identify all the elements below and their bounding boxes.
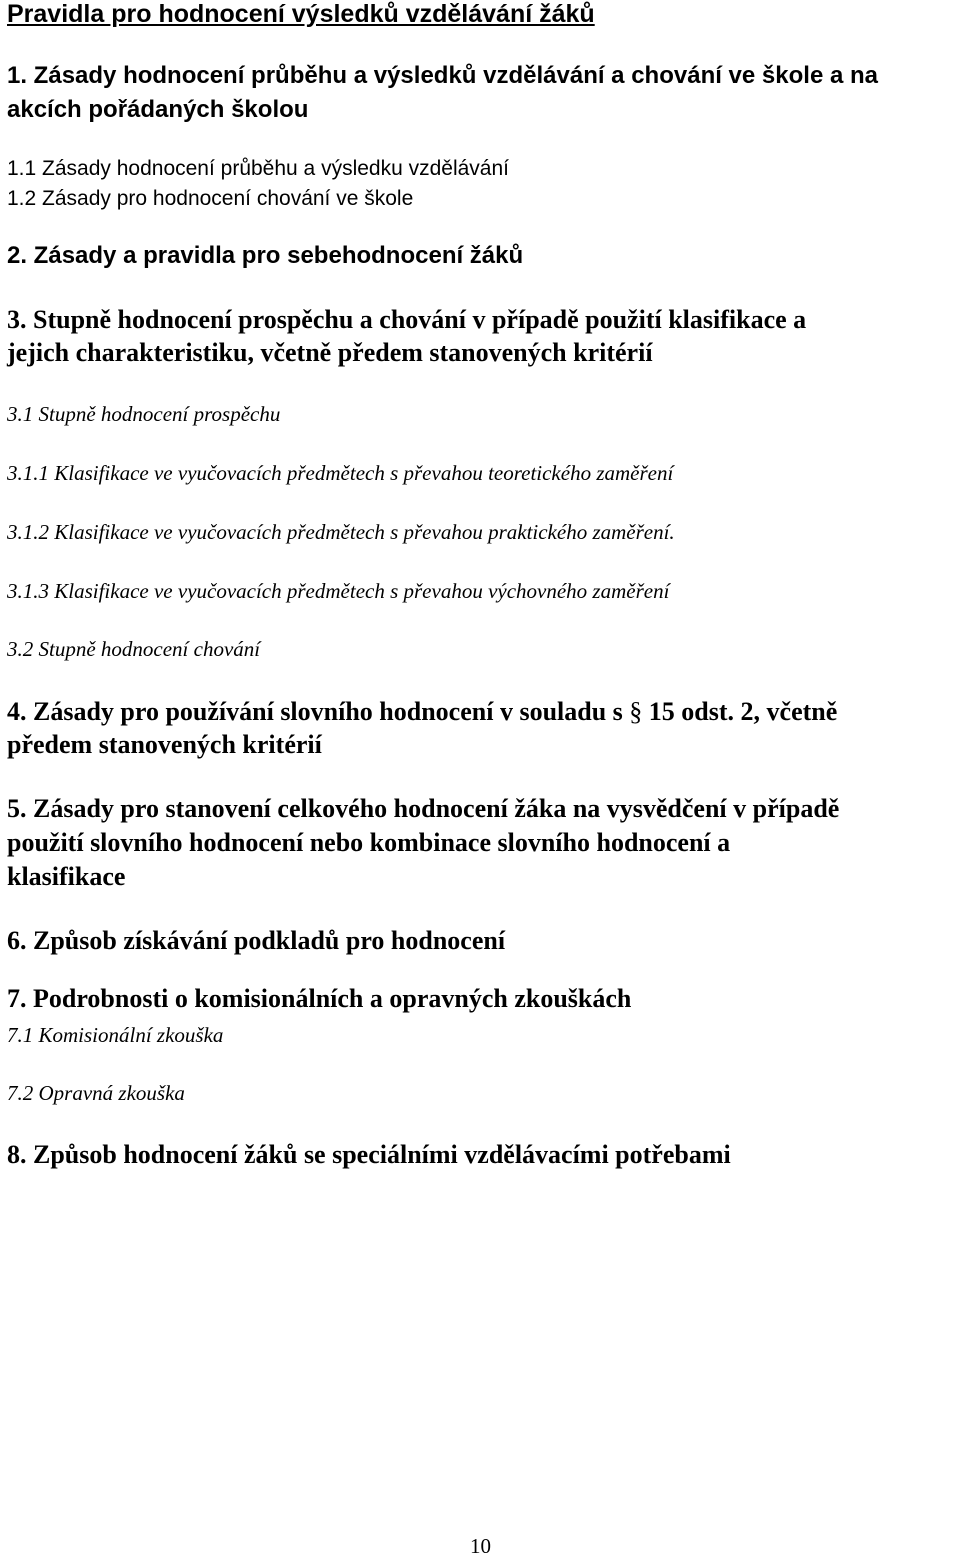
document-title: Pravidla pro hodnocení výsledků vzdělávání žáků [7, 0, 595, 28]
subheading-3-1-2: 3.1.2 Klasifikace ve vyučovacích předmětech s převahou praktického zaměření. [7, 520, 675, 544]
subheading-1-1: 1.1 Zásady hodnocení průběhu a výsledku vzdělávání [7, 157, 510, 180]
heading-2: 2. Zásady a pravidla pro sebehodnocení žáků [7, 242, 524, 269]
heading-3-line-1: 3. Stupně hodnocení prospěchu a chování v případě použití klasifikace a [7, 305, 807, 334]
heading-1-line-2: akcích pořádaných školou [7, 96, 309, 123]
subheading-3-2: 3.2 Stupně hodnocení chování [7, 637, 261, 661]
subheading-7-1: 7.1 Komisionální zkouška [7, 1023, 224, 1047]
heading-4-text-b: 15 odst. 2, včetně [648, 697, 838, 726]
heading-4-line-2: předem stanovených kritérií [7, 730, 322, 759]
heading-5-line-1: 5. Zásady pro stanovení celkového hodnocení žáka na vysvědčení v případě [7, 794, 840, 823]
subheading-7-2: 7.2 Opravná zkouška [7, 1081, 185, 1105]
heading-1-line-1: 1. Zásady hodnocení průběhu a výsledků vzdělávání a chování ve škole a na [7, 62, 878, 89]
subheading-3-1-3: 3.1.3 Klasifikace ve vyučovacích předmětech s převahou výchovného zaměření [7, 579, 670, 603]
heading-4-text-a: 4. Zásady pro používání slovního hodnocení v souladu s [7, 697, 623, 726]
heading-3-line-2: jejich charakteristiku, včetně předem stanovených kritérií [7, 338, 653, 367]
heading-8: 8. Způsob hodnocení žáků se speciálními vzdělávacími potřebami [7, 1140, 731, 1169]
heading-4-line-1 [7, 697, 837, 727]
heading-5-line-3: klasifikace [7, 862, 126, 891]
heading-6: 6. Způsob získávání podkladů pro hodnocení [7, 926, 506, 955]
heading-7: 7. Podrobnosti o komisionálních a opravných zkouškách [7, 984, 632, 1013]
subheading-3-1-1: 3.1.1 Klasifikace ve vyučovacích předmětech s převahou teoretického zaměření [7, 461, 674, 485]
subheading-1-2: 1.2 Zásady pro hodnocení chování ve škole [7, 187, 414, 210]
page-number: 10 [470, 1534, 491, 1558]
subheading-3-1: 3.1 Stupně hodnocení prospěchu [7, 402, 281, 426]
section-sign: § [629, 697, 643, 726]
heading-5-line-2: použití slovního hodnocení nebo kombinace slovního hodnocení a [7, 828, 731, 857]
